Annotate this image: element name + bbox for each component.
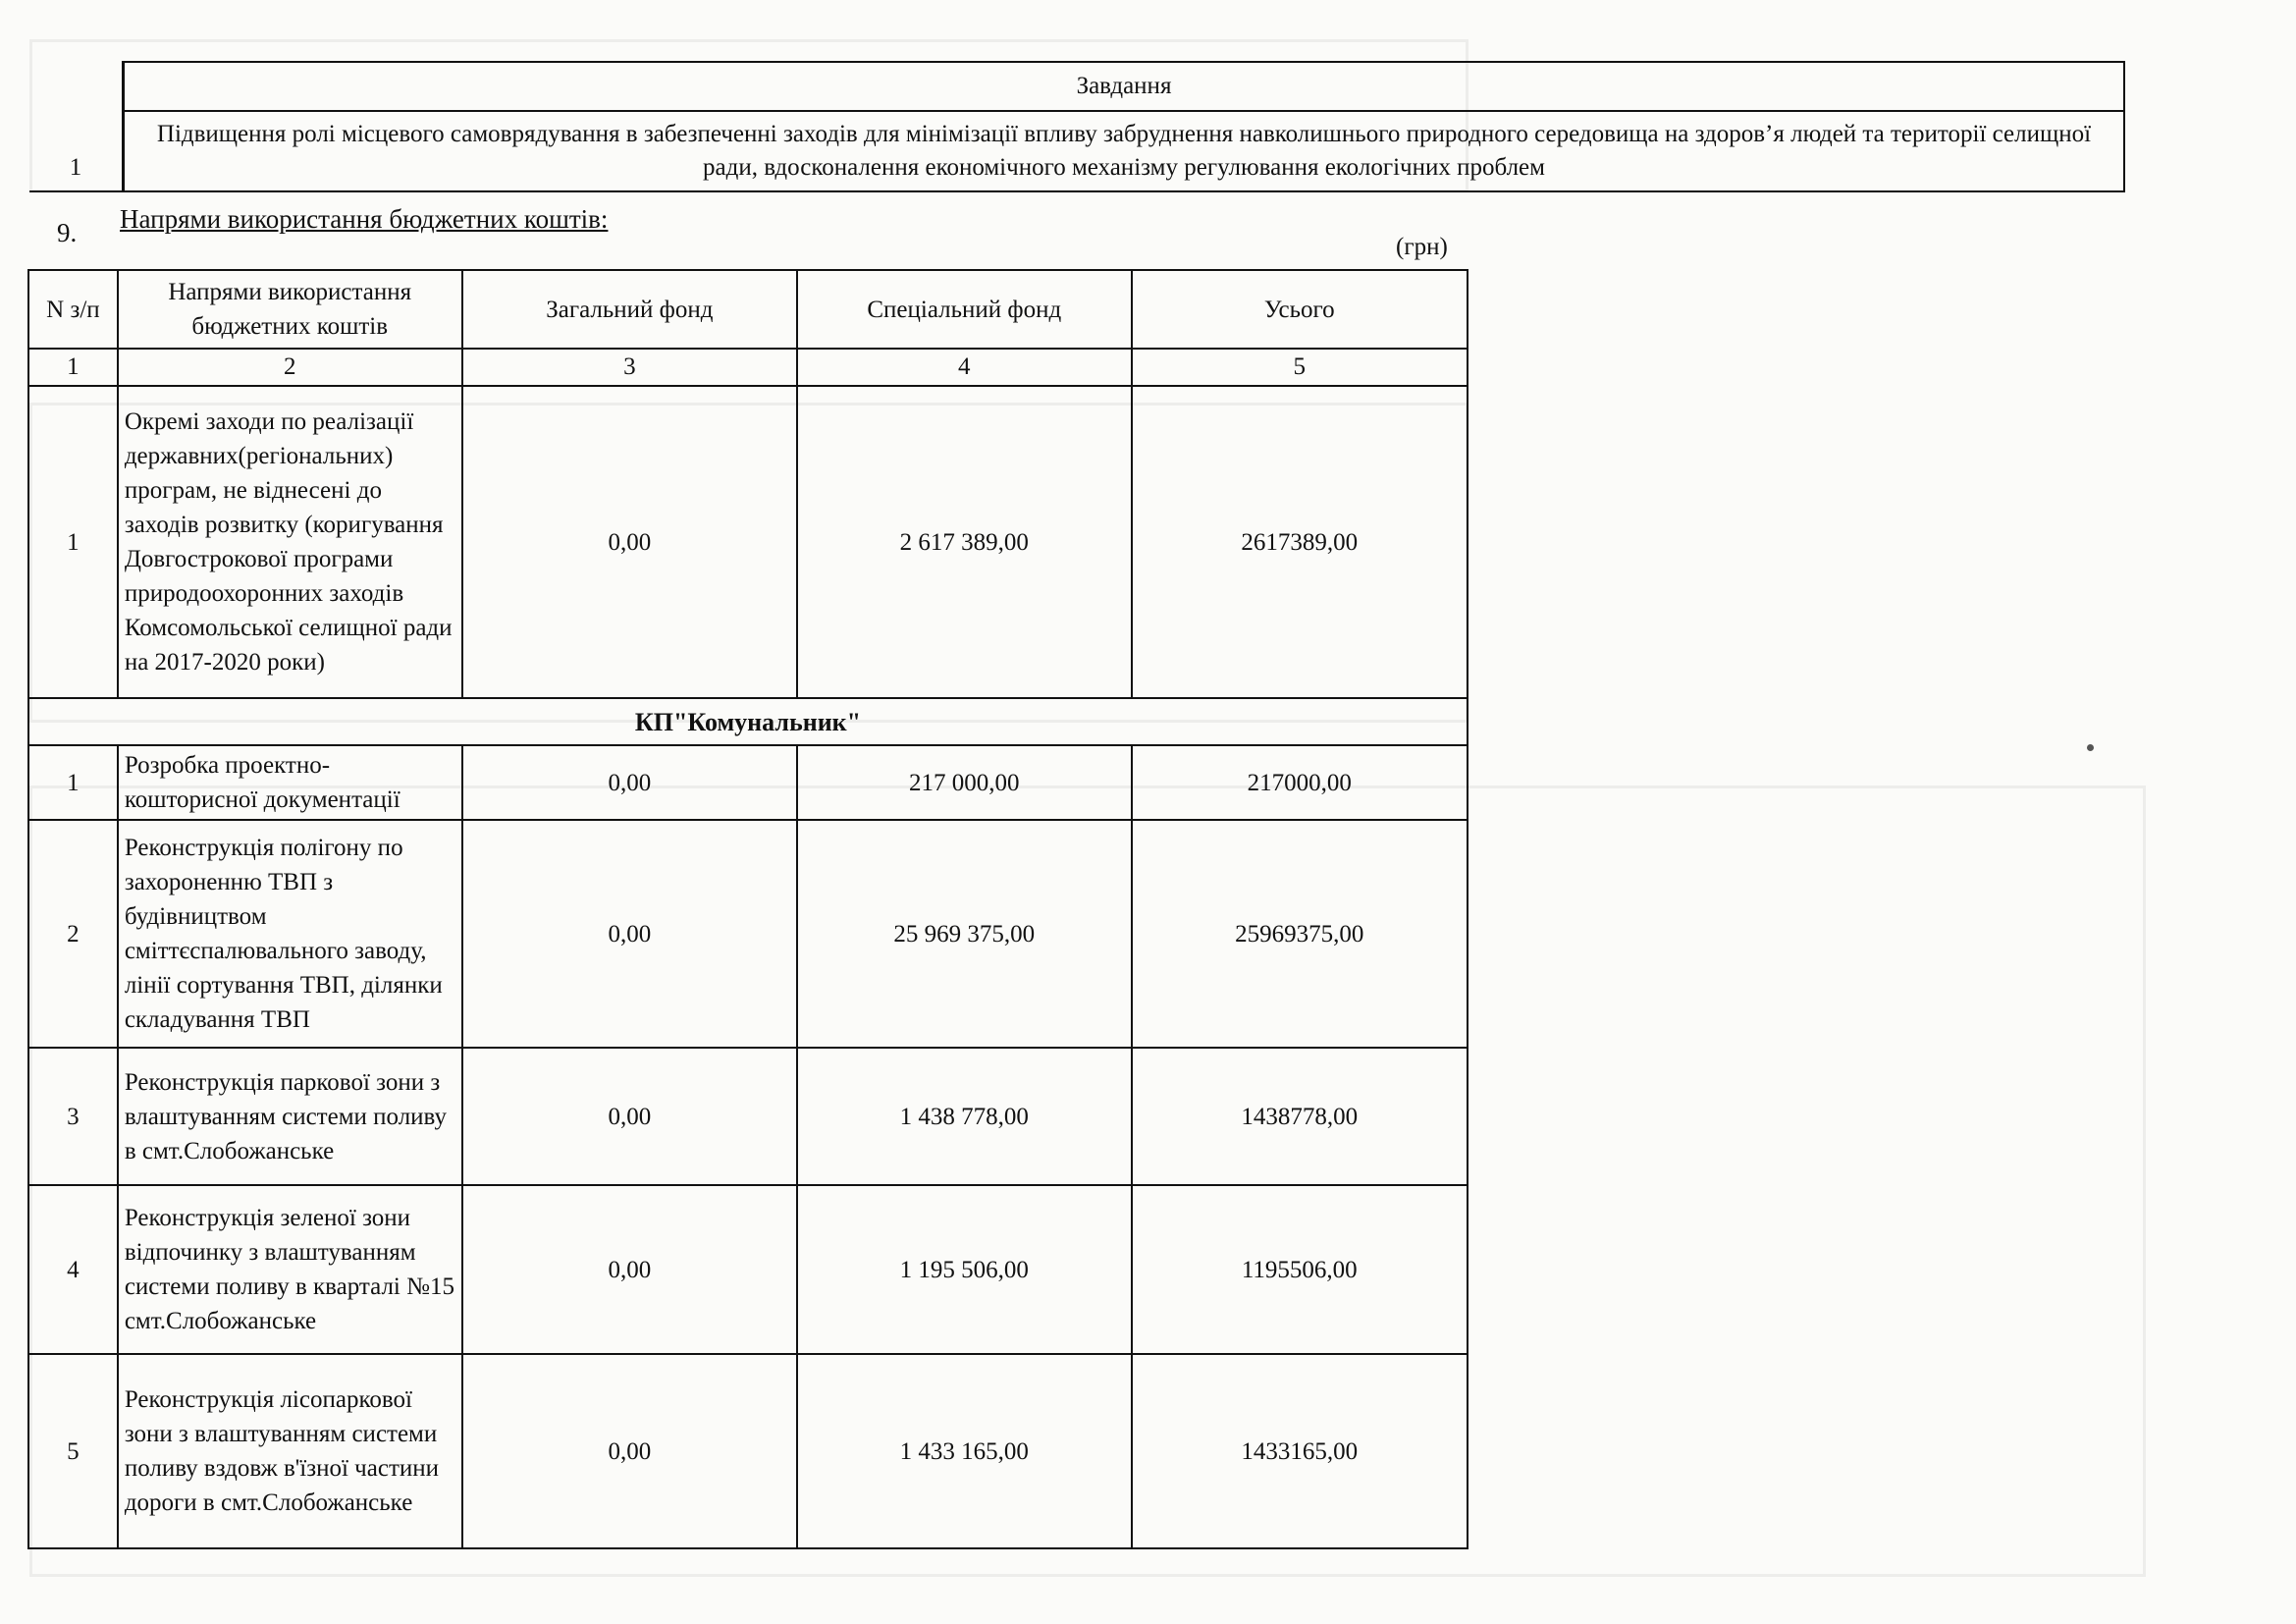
row-general-fund: 0,00 xyxy=(462,745,797,820)
section-title: Напрями використання бюджетних коштів: xyxy=(120,204,609,234)
index-cell: 3 xyxy=(462,349,797,386)
task-table xyxy=(29,61,2125,192)
row-total: 217000,00 xyxy=(1132,745,1468,820)
row-direction: Окремі заходи по реалізації державних(регіональних) програм, не віднесені до заходів розвитку (коригування Довгострокової програми природоохоронних заходів Комсомольської селищної ради на 2017-2020 роки) xyxy=(118,386,462,698)
row-general-fund: 0,00 xyxy=(462,1048,797,1185)
row-special-fund: 2 617 389,00 xyxy=(797,386,1131,698)
header-direction: Напрями використання бюджетних коштів xyxy=(118,270,462,349)
row-general-fund: 0,00 xyxy=(462,1185,797,1354)
row-special-fund: 25 969 375,00 xyxy=(797,820,1131,1048)
index-cell: 1 xyxy=(28,349,118,386)
row-total: 25969375,00 xyxy=(1132,820,1468,1048)
table-row xyxy=(28,745,1468,820)
header-general-fund: Загальний фонд xyxy=(462,270,797,349)
task-text: Підвищення ролі місцевого самоврядування в забезпеченні заходів для мінімізації впливу забруднення навколишнього природного середовища на здоров’я людей та території селищної ради, вдосконалення економічного механізму регулювання екологічних проблем xyxy=(124,111,2125,191)
row-number: 4 xyxy=(28,1185,118,1354)
header-total: Усього xyxy=(1132,270,1468,349)
row-special-fund: 217 000,00 xyxy=(797,745,1131,820)
table-row xyxy=(28,1185,1468,1354)
row-total: 2617389,00 xyxy=(1132,386,1468,698)
row-number: 1 xyxy=(28,386,118,698)
row-direction: Реконструкція паркової зони з влаштуванням системи поливу в смт.Слобожанське xyxy=(118,1048,462,1185)
row-total: 1433165,00 xyxy=(1132,1354,1468,1548)
table-row xyxy=(28,820,1468,1048)
row-number: 5 xyxy=(28,1354,118,1548)
row-total: 1438778,00 xyxy=(1132,1048,1468,1185)
row-number: 2 xyxy=(28,820,118,1048)
row-direction: Розробка проектно-кошторисної документації xyxy=(118,745,462,820)
index-cell: 4 xyxy=(797,349,1131,386)
scan-speck xyxy=(2087,744,2094,751)
row-special-fund: 1 438 778,00 xyxy=(797,1048,1131,1185)
task-row-number: 1 xyxy=(29,62,124,191)
header-number: N з/п xyxy=(28,270,118,349)
row-general-fund: 0,00 xyxy=(462,386,797,698)
index-cell: 5 xyxy=(1132,349,1468,386)
row-special-fund: 1 195 506,00 xyxy=(797,1185,1131,1354)
currency-unit: (грн) xyxy=(1396,234,1448,260)
table-row xyxy=(28,386,1468,698)
row-number: 1 xyxy=(28,745,118,820)
table-row xyxy=(28,1048,1468,1185)
row-total: 1195506,00 xyxy=(1132,1185,1468,1354)
index-cell: 2 xyxy=(118,349,462,386)
row-direction: Реконструкція полігону по захороненню ТВП з будівництвом сміттєспалювального заводу, лінії сортування ТВП, ділянки складування ТВП xyxy=(118,820,462,1048)
row-direction: Реконструкція зеленої зони відпочинку з влаштуванням системи поливу в кварталі №15 смт.Слобожанське xyxy=(118,1185,462,1354)
row-direction: Реконструкція лісопаркової зони з влаштуванням системи поливу вздовж в'їзної частини дороги в смт.Слобожанське xyxy=(118,1354,462,1548)
table-row xyxy=(28,1354,1468,1548)
section-number: 9. xyxy=(57,218,78,247)
header-special-fund: Спеціальний фонд xyxy=(797,270,1131,349)
task-header: Завдання xyxy=(124,62,2125,111)
group-title: КП"Комунальник" xyxy=(28,698,1468,745)
row-number: 3 xyxy=(28,1048,118,1185)
budget-table xyxy=(27,269,1468,1549)
row-special-fund: 1 433 165,00 xyxy=(797,1354,1131,1548)
row-general-fund: 0,00 xyxy=(462,820,797,1048)
row-general-fund: 0,00 xyxy=(462,1354,797,1548)
